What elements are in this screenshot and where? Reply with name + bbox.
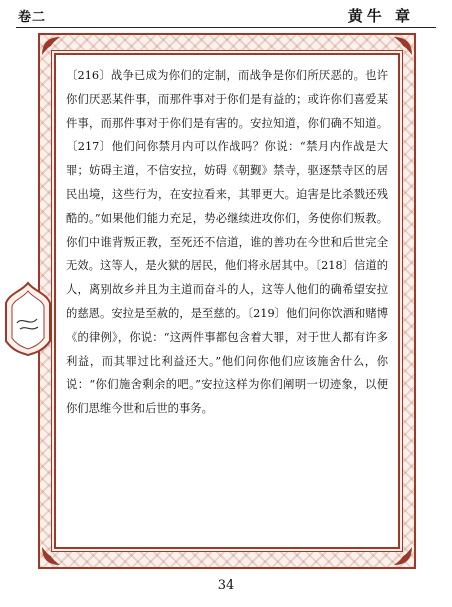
running-header-volume: 卷二 [18,10,47,25]
header-rule [16,27,436,28]
page-number: 34 [217,578,235,593]
scripture-body-text: 〔216〕战争已成为你们的定制，而战争是你们所厌恶的。也许你们厌恶某件事，而那件事对于你们是有益的；或许你们喜爱某件事，而那件事对于你们是有害的。安拉知道，你们确不知道。〔217〕他们问你禁月内可以作战吗？你说：“禁月内作战是大罪；妨碍主道，不信安拉，妨碍《朝觐》禁寺，驱逐禁寺区的居民出境，这些行为，在安拉看来，其罪更大。迫害是比杀戮还残酷的。”如果他们能力充足，势必继续进攻你们，务使你们叛教。你们中谁背叛正教，至死还不信道，谁的善功在今世和后世完全无效。这等人，是火狱的居民，他们将永居其中。〔218〕信道的人，离别故乡并且为主道而奋斗的人，这等人他们的确希望安拉的慈恩。安拉是至赦的，是至慈的。〔219〕他们问你饮酒和赌博《的律例》，你说：“这两件事都包含着大罪，对于世人都有许多利益，而其罪过比利益还大。”他们问你他们应该施舍什么，你说：“你们施舍剩余的吧。”安拉这样为你们阐明一切迹象，以便你们思维今世和后世的事务。 [66,69,388,416]
surah-title-medallion-icon [3,281,53,357]
running-header-chapter: 黄牛 章 [347,7,414,25]
